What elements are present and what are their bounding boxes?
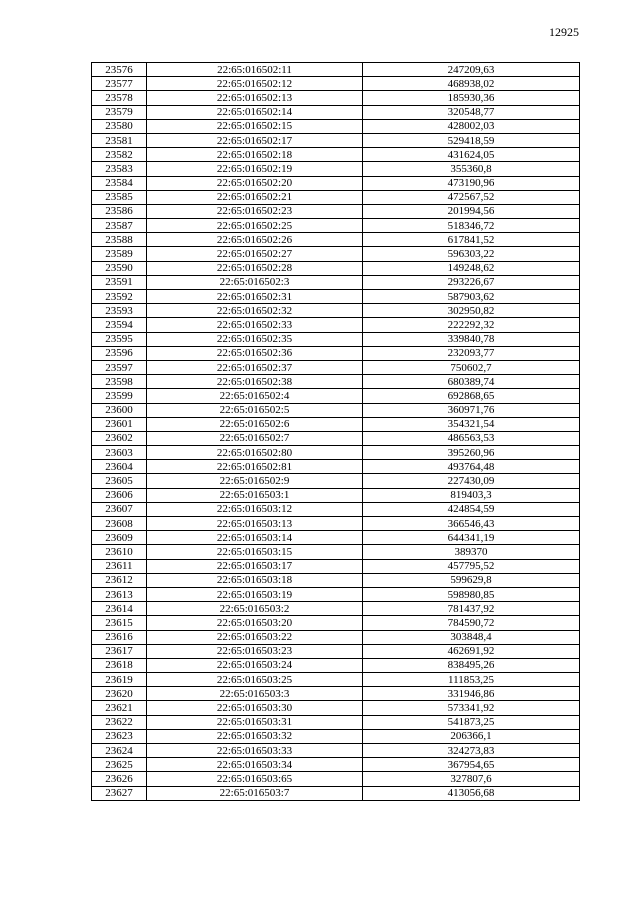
cadastral-number-cell: 22:65:016502:4	[147, 389, 363, 403]
value-cell: 413056,68	[363, 786, 580, 800]
table-row	[92, 162, 580, 176]
table-row	[92, 502, 580, 516]
value-cell: 598980,85	[363, 587, 580, 601]
table-row	[92, 531, 580, 545]
row-index-cell: 23605	[92, 474, 147, 488]
value-cell: 366546,43	[363, 517, 580, 531]
table-row	[92, 488, 580, 502]
row-index-cell: 23618	[92, 658, 147, 672]
value-cell: 185930,36	[363, 91, 580, 105]
row-index-cell: 23622	[92, 715, 147, 729]
table-row	[92, 91, 580, 105]
cadastral-number-cell: 22:65:016503:22	[147, 630, 363, 644]
value-cell: 838495,26	[363, 658, 580, 672]
cadastral-number-cell: 22:65:016502:17	[147, 133, 363, 147]
value-cell: 327807,6	[363, 772, 580, 786]
table-row	[92, 587, 580, 601]
cadastral-number-cell: 22:65:016503:34	[147, 758, 363, 772]
value-cell: 644341,19	[363, 531, 580, 545]
row-index-cell: 23576	[92, 63, 147, 77]
value-cell: 541873,25	[363, 715, 580, 729]
value-cell: 493764,48	[363, 460, 580, 474]
value-cell: 320548,77	[363, 105, 580, 119]
value-cell: 472567,52	[363, 190, 580, 204]
table-row	[92, 460, 580, 474]
row-index-cell: 23609	[92, 531, 147, 545]
cadastral-number-cell: 22:65:016502:13	[147, 91, 363, 105]
value-cell: 457795,52	[363, 559, 580, 573]
value-cell: 473190,96	[363, 176, 580, 190]
row-index-cell: 23586	[92, 204, 147, 218]
row-index-cell: 23582	[92, 148, 147, 162]
row-index-cell: 23588	[92, 233, 147, 247]
table-row	[92, 389, 580, 403]
cadastral-number-cell: 22:65:016502:28	[147, 261, 363, 275]
cadastral-number-cell: 22:65:016503:19	[147, 587, 363, 601]
value-cell: 389370	[363, 545, 580, 559]
cadastral-number-cell: 22:65:016503:25	[147, 673, 363, 687]
table-row	[92, 431, 580, 445]
row-index-cell: 23589	[92, 247, 147, 261]
table-row	[92, 133, 580, 147]
cadastral-number-cell: 22:65:016502:21	[147, 190, 363, 204]
row-index-cell: 23612	[92, 573, 147, 587]
row-index-cell: 23606	[92, 488, 147, 502]
cadastral-number-cell: 22:65:016503:30	[147, 701, 363, 715]
value-cell: 518346,72	[363, 219, 580, 233]
value-cell: 247209,63	[363, 63, 580, 77]
row-index-cell: 23604	[92, 460, 147, 474]
cadastral-number-cell: 22:65:016503:2	[147, 602, 363, 616]
row-index-cell: 23625	[92, 758, 147, 772]
row-index-cell: 23603	[92, 446, 147, 460]
cadastral-number-cell: 22:65:016503:1	[147, 488, 363, 502]
cadastral-number-cell: 22:65:016502:5	[147, 403, 363, 417]
table-row	[92, 233, 580, 247]
value-cell: 367954,65	[363, 758, 580, 772]
value-cell: 431624,05	[363, 148, 580, 162]
table-row	[92, 687, 580, 701]
cadastral-number-cell: 22:65:016503:65	[147, 772, 363, 786]
value-cell: 227430,09	[363, 474, 580, 488]
table-row	[92, 247, 580, 261]
row-index-cell: 23615	[92, 616, 147, 630]
table-row	[92, 148, 580, 162]
cadastral-number-cell: 22:65:016502:6	[147, 417, 363, 431]
row-index-cell: 23579	[92, 105, 147, 119]
table-row	[92, 786, 580, 800]
row-index-cell: 23597	[92, 360, 147, 374]
table-row	[92, 346, 580, 360]
cadastral-number-cell: 22:65:016502:38	[147, 375, 363, 389]
cadastral-number-cell: 22:65:016502:35	[147, 332, 363, 346]
row-index-cell: 23595	[92, 332, 147, 346]
table-row	[92, 219, 580, 233]
table-row	[92, 517, 580, 531]
cadastral-number-cell: 22:65:016503:15	[147, 545, 363, 559]
cadastral-number-cell: 22:65:016502:18	[147, 148, 363, 162]
cadastral-number-cell: 22:65:016502:36	[147, 346, 363, 360]
row-index-cell: 23598	[92, 375, 147, 389]
cadastral-number-cell: 22:65:016503:3	[147, 687, 363, 701]
cadastral-number-cell: 22:65:016503:7	[147, 786, 363, 800]
value-cell: 331946,86	[363, 687, 580, 701]
table-row	[92, 176, 580, 190]
row-index-cell: 23620	[92, 687, 147, 701]
cadastral-number-cell: 22:65:016502:32	[147, 304, 363, 318]
row-index-cell: 23577	[92, 77, 147, 91]
row-index-cell: 23611	[92, 559, 147, 573]
row-index-cell: 23591	[92, 275, 147, 289]
cadastral-number-cell: 22:65:016502:12	[147, 77, 363, 91]
table-row	[92, 204, 580, 218]
cadastral-number-cell: 22:65:016502:31	[147, 290, 363, 304]
value-cell: 324273,83	[363, 744, 580, 758]
table-row	[92, 616, 580, 630]
cadastral-number-cell: 22:65:016502:7	[147, 431, 363, 445]
cadastral-number-cell: 22:65:016503:13	[147, 517, 363, 531]
table-row	[92, 744, 580, 758]
table-row	[92, 261, 580, 275]
parcel-table-body	[92, 63, 580, 801]
row-index-cell: 23583	[92, 162, 147, 176]
table-row	[92, 275, 580, 289]
row-index-cell: 23602	[92, 431, 147, 445]
cadastral-number-cell: 22:65:016502:37	[147, 360, 363, 374]
table-row	[92, 77, 580, 91]
table-row	[92, 644, 580, 658]
cadastral-number-cell: 22:65:016502:14	[147, 105, 363, 119]
row-index-cell: 23608	[92, 517, 147, 531]
cadastral-number-cell: 22:65:016503:20	[147, 616, 363, 630]
cadastral-number-cell: 22:65:016503:18	[147, 573, 363, 587]
value-cell: 395260,96	[363, 446, 580, 460]
cadastral-number-cell: 22:65:016503:17	[147, 559, 363, 573]
row-index-cell: 23599	[92, 389, 147, 403]
cadastral-number-cell: 22:65:016502:25	[147, 219, 363, 233]
value-cell: 355360,8	[363, 162, 580, 176]
cadastral-number-cell: 22:65:016503:31	[147, 715, 363, 729]
value-cell: 428002,03	[363, 119, 580, 133]
table-row	[92, 758, 580, 772]
table-row	[92, 375, 580, 389]
table-row	[92, 474, 580, 488]
cadastral-number-cell: 22:65:016502:26	[147, 233, 363, 247]
value-cell: 293226,67	[363, 275, 580, 289]
value-cell: 111853,25	[363, 673, 580, 687]
value-cell: 232093,77	[363, 346, 580, 360]
table-row	[92, 701, 580, 715]
cadastral-number-cell: 22:65:016503:33	[147, 744, 363, 758]
cadastral-number-cell: 22:65:016502:80	[147, 446, 363, 460]
cadastral-number-cell: 22:65:016502:3	[147, 275, 363, 289]
table-row	[92, 332, 580, 346]
table-row	[92, 318, 580, 332]
row-index-cell: 23617	[92, 644, 147, 658]
value-cell: 819403,3	[363, 488, 580, 502]
row-index-cell: 23580	[92, 119, 147, 133]
row-index-cell: 23616	[92, 630, 147, 644]
row-index-cell: 23593	[92, 304, 147, 318]
cadastral-number-cell: 22:65:016503:12	[147, 502, 363, 516]
value-cell: 149248,62	[363, 261, 580, 275]
row-index-cell: 23614	[92, 602, 147, 616]
cadastral-number-cell: 22:65:016502:20	[147, 176, 363, 190]
table-row	[92, 105, 580, 119]
row-index-cell: 23592	[92, 290, 147, 304]
row-index-cell: 23621	[92, 701, 147, 715]
value-cell: 339840,78	[363, 332, 580, 346]
row-index-cell: 23607	[92, 502, 147, 516]
cadastral-number-cell: 22:65:016503:24	[147, 658, 363, 672]
row-index-cell: 23584	[92, 176, 147, 190]
value-cell: 462691,92	[363, 644, 580, 658]
parcel-table	[91, 62, 580, 801]
value-cell: 692868,65	[363, 389, 580, 403]
cadastral-number-cell: 22:65:016502:23	[147, 204, 363, 218]
row-index-cell: 23626	[92, 772, 147, 786]
cadastral-number-cell: 22:65:016502:9	[147, 474, 363, 488]
value-cell: 206366,1	[363, 729, 580, 743]
value-cell: 424854,59	[363, 502, 580, 516]
value-cell: 587903,62	[363, 290, 580, 304]
row-index-cell: 23619	[92, 673, 147, 687]
table-row	[92, 573, 580, 587]
table-row	[92, 630, 580, 644]
row-index-cell: 23610	[92, 545, 147, 559]
table-row	[92, 360, 580, 374]
table-row	[92, 673, 580, 687]
row-index-cell: 23594	[92, 318, 147, 332]
table-row	[92, 63, 580, 77]
value-cell: 573341,92	[363, 701, 580, 715]
table-row	[92, 602, 580, 616]
cadastral-number-cell: 22:65:016502:81	[147, 460, 363, 474]
value-cell: 354321,54	[363, 417, 580, 431]
cadastral-number-cell: 22:65:016503:14	[147, 531, 363, 545]
cadastral-number-cell: 22:65:016503:32	[147, 729, 363, 743]
value-cell: 617841,52	[363, 233, 580, 247]
cadastral-number-cell: 22:65:016503:23	[147, 644, 363, 658]
value-cell: 529418,59	[363, 133, 580, 147]
table-row	[92, 417, 580, 431]
value-cell: 781437,92	[363, 602, 580, 616]
value-cell: 599629,8	[363, 573, 580, 587]
table-row	[92, 190, 580, 204]
row-index-cell: 23596	[92, 346, 147, 360]
value-cell: 201994,56	[363, 204, 580, 218]
table-row	[92, 772, 580, 786]
cadastral-number-cell: 22:65:016502:11	[147, 63, 363, 77]
row-index-cell: 23600	[92, 403, 147, 417]
table-row	[92, 304, 580, 318]
row-index-cell: 23613	[92, 587, 147, 601]
value-cell: 360971,76	[363, 403, 580, 417]
value-cell: 486563,53	[363, 431, 580, 445]
value-cell: 750602,7	[363, 360, 580, 374]
table-row	[92, 119, 580, 133]
value-cell: 303848,4	[363, 630, 580, 644]
value-cell: 222292,32	[363, 318, 580, 332]
page-number: 12925	[549, 25, 579, 39]
value-cell: 302950,82	[363, 304, 580, 318]
table-row	[92, 658, 580, 672]
value-cell: 784590,72	[363, 616, 580, 630]
cadastral-number-cell: 22:65:016502:15	[147, 119, 363, 133]
table-row	[92, 290, 580, 304]
row-index-cell: 23624	[92, 744, 147, 758]
row-index-cell: 23587	[92, 219, 147, 233]
row-index-cell: 23623	[92, 729, 147, 743]
row-index-cell: 23581	[92, 133, 147, 147]
table-row	[92, 559, 580, 573]
row-index-cell: 23585	[92, 190, 147, 204]
table-row	[92, 446, 580, 460]
value-cell: 596303,22	[363, 247, 580, 261]
row-index-cell: 23601	[92, 417, 147, 431]
cadastral-number-cell: 22:65:016502:19	[147, 162, 363, 176]
row-index-cell: 23627	[92, 786, 147, 800]
table-row	[92, 715, 580, 729]
table-row	[92, 729, 580, 743]
value-cell: 680389,74	[363, 375, 580, 389]
row-index-cell: 23590	[92, 261, 147, 275]
row-index-cell: 23578	[92, 91, 147, 105]
cadastral-number-cell: 22:65:016502:27	[147, 247, 363, 261]
value-cell: 468938,02	[363, 77, 580, 91]
cadastral-number-cell: 22:65:016502:33	[147, 318, 363, 332]
table-row	[92, 403, 580, 417]
table-row	[92, 545, 580, 559]
